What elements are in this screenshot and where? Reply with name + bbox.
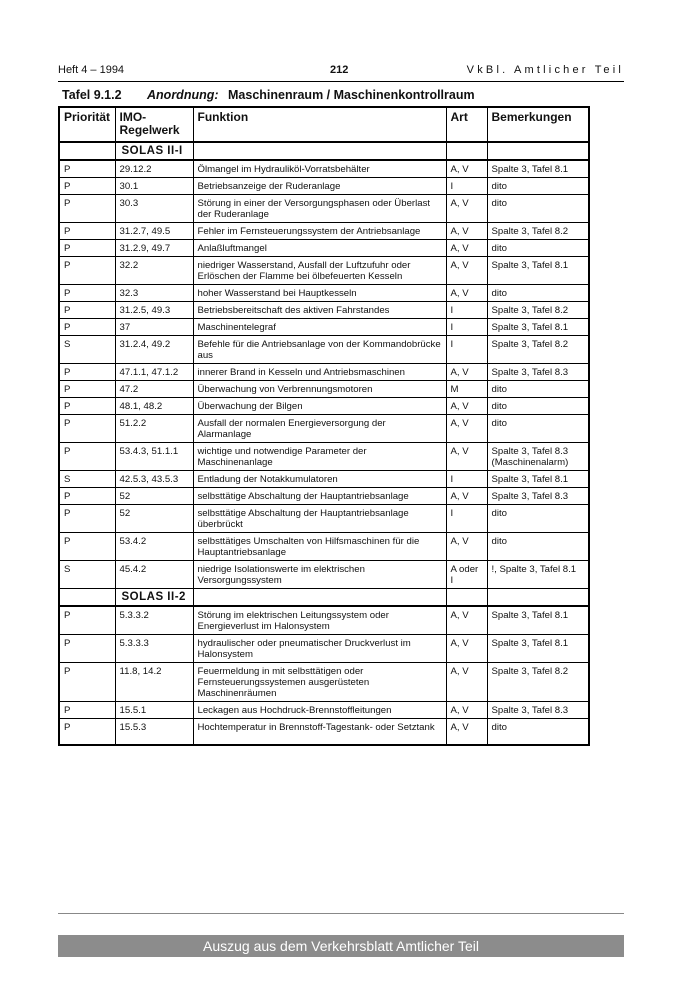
table-row (59, 443, 589, 471)
cell-priority: P (59, 381, 115, 398)
cell-imo: 48.1, 48.2 (115, 398, 193, 415)
cell-imo: 47.1.1, 47.1.2 (115, 364, 193, 381)
cell-function: wichtige und notwendige Parameter der Maschinenanlage (193, 443, 446, 471)
cell-remarks: Spalte 3, Tafel 8.3 (Maschinenalarm) (487, 443, 589, 471)
cell-function: selbsttätiges Umschalten von Hilfsmaschinen für die Hauptantriebsanlage (193, 533, 446, 561)
cell-remarks: Spalte 3, Tafel 8.2 (487, 663, 589, 702)
header-issue: Heft 4 – 1994 (58, 64, 125, 76)
cell-imo: 11.8, 14.2 (115, 663, 193, 702)
cell-imo: 32.2 (115, 257, 193, 285)
cell-priority: P (59, 719, 115, 746)
col-header-remarks: Bemerkungen (487, 107, 589, 142)
cell-remarks: Spalte 3, Tafel 8.1 (487, 635, 589, 663)
cell-priority: P (59, 223, 115, 240)
cell-priority: P (59, 257, 115, 285)
cell-imo: 15.5.3 (115, 719, 193, 746)
section-empty-cell (193, 589, 446, 607)
cell-priority: P (59, 195, 115, 223)
cell-remarks: dito (487, 381, 589, 398)
section-label: SOLAS II-2 (115, 589, 193, 607)
cell-priority: P (59, 488, 115, 505)
cell-art: A, V (446, 195, 487, 223)
cell-function: Befehle für die Antriebsanlage von der Kommandobrücke aus (193, 336, 446, 364)
cell-function: selbsttätige Abschaltung der Hauptantriebsanlage (193, 488, 446, 505)
cell-function: hydraulischer oder pneumatischer Druckverlust im Halonsystem (193, 635, 446, 663)
alarm-table (58, 106, 590, 746)
cell-art: I (446, 471, 487, 488)
cell-remarks: Spalte 3, Tafel 8.1 (487, 160, 589, 178)
cell-imo: 53.4.3, 51.1.1 (115, 443, 193, 471)
cell-priority: P (59, 364, 115, 381)
cell-art: A, V (446, 398, 487, 415)
cell-function: Entladung der Notakkumulatoren (193, 471, 446, 488)
table-row (59, 302, 589, 319)
cell-art: M (446, 381, 487, 398)
section-empty-cell (193, 142, 446, 160)
cell-function: hoher Wasserstand bei Hauptkesseln (193, 285, 446, 302)
table-row (59, 223, 589, 240)
cell-remarks: Spalte 3, Tafel 8.1 (487, 606, 589, 635)
cell-art: A, V (446, 240, 487, 257)
col-header-art: Art (446, 107, 487, 142)
section-blank-cell (59, 589, 115, 607)
cell-art: A, V (446, 488, 487, 505)
cell-imo: 53.4.2 (115, 533, 193, 561)
cell-function: Fehler im Fernsteuerungssystem der Antriebsanlage (193, 223, 446, 240)
cell-function: Überwachung der Bilgen (193, 398, 446, 415)
table-row (59, 702, 589, 719)
cell-imo: 31.2.4, 49.2 (115, 336, 193, 364)
cell-remarks: dito (487, 505, 589, 533)
cell-remarks: !, Spalte 3, Tafel 8.1 (487, 561, 589, 589)
cell-imo: 31.2.5, 49.3 (115, 302, 193, 319)
table-row (59, 364, 589, 381)
cell-priority: P (59, 319, 115, 336)
section-empty-cell (446, 142, 487, 160)
cell-remarks: Spalte 3, Tafel 8.1 (487, 471, 589, 488)
cell-remarks: dito (487, 719, 589, 746)
cell-imo: 51.2.2 (115, 415, 193, 443)
cell-function: Maschinentelegraf (193, 319, 446, 336)
cell-remarks: Spalte 3, Tafel 8.2 (487, 223, 589, 240)
cell-imo: 32.3 (115, 285, 193, 302)
cell-function: Leckagen aus Hochdruck-Brennstoffleitungen (193, 702, 446, 719)
cell-art: A, V (446, 160, 487, 178)
cell-remarks: Spalte 3, Tafel 8.3 (487, 702, 589, 719)
cell-art: A, V (446, 285, 487, 302)
cell-priority: P (59, 533, 115, 561)
cell-imo: 42.5.3, 43.5.3 (115, 471, 193, 488)
cell-priority: P (59, 606, 115, 635)
col-header-priority: Priorität (59, 107, 115, 142)
cell-function: Anlaßluftmangel (193, 240, 446, 257)
section-label: SOLAS II-I (115, 142, 193, 160)
footer-rule (58, 913, 624, 914)
table-row (59, 381, 589, 398)
table-row (59, 415, 589, 443)
cell-art: I (446, 178, 487, 195)
cell-art: A, V (446, 443, 487, 471)
table-row (59, 533, 589, 561)
header-page-number: 212 (330, 64, 349, 76)
cell-priority: S (59, 561, 115, 589)
arrangement-label: Anordnung: (147, 88, 219, 102)
cell-function: Ausfall der normalen Energieversorgung der Alarmanlage (193, 415, 446, 443)
cell-imo: 15.5.1 (115, 702, 193, 719)
col-header-imo: IMO- Regelwerk (115, 107, 193, 142)
cell-priority: P (59, 285, 115, 302)
cell-priority: P (59, 505, 115, 533)
cell-imo: 31.2.7, 49.5 (115, 223, 193, 240)
table-row (59, 285, 589, 302)
cell-function: selbsttätige Abschaltung der Hauptantriebsanlage überbrückt (193, 505, 446, 533)
cell-remarks: Spalte 3, Tafel 8.1 (487, 319, 589, 336)
cell-art: A, V (446, 415, 487, 443)
table-title (62, 88, 475, 102)
cell-priority: P (59, 702, 115, 719)
cell-remarks: Spalte 3, Tafel 8.3 (487, 364, 589, 381)
cell-imo: 37 (115, 319, 193, 336)
cell-priority: P (59, 302, 115, 319)
cell-art: I (446, 505, 487, 533)
cell-function: niedrige Isolationswerte im elektrischen Versorgungssystem (193, 561, 446, 589)
cell-function: Betriebsanzeige der Ruderanlage (193, 178, 446, 195)
cell-function: Ölmangel im Hydrauliköl-Vorratsbehälter (193, 160, 446, 178)
table-row (59, 488, 589, 505)
cell-art: A, V (446, 635, 487, 663)
section-empty-cell (446, 589, 487, 607)
cell-imo: 29.12.2 (115, 160, 193, 178)
cell-art: A, V (446, 719, 487, 746)
cell-function: Feuermeldung in mit selbsttätigen oder Fernsteuerungssystemen ausgerüsteten Maschinenräumen (193, 663, 446, 702)
table-row (59, 257, 589, 285)
table-row (59, 240, 589, 257)
cell-priority: S (59, 471, 115, 488)
cell-art: A, V (446, 663, 487, 702)
cell-function: innerer Brand in Kesseln und Antriebsmaschinen (193, 364, 446, 381)
cell-art: A, V (446, 223, 487, 240)
cell-remarks: dito (487, 398, 589, 415)
section-row (59, 589, 589, 607)
cell-function: Störung in einer der Versorgungsphasen oder Überlast der Ruderanlage (193, 195, 446, 223)
cell-imo: 30.1 (115, 178, 193, 195)
cell-remarks: dito (487, 533, 589, 561)
cell-priority: P (59, 160, 115, 178)
cell-priority: P (59, 415, 115, 443)
cell-priority: P (59, 635, 115, 663)
table-header-row (59, 107, 589, 142)
cell-art: A, V (446, 364, 487, 381)
cell-art: A, V (446, 257, 487, 285)
cell-art: A, V (446, 533, 487, 561)
cell-priority: P (59, 178, 115, 195)
cell-remarks: dito (487, 415, 589, 443)
col-header-function: Funktion (193, 107, 446, 142)
cell-remarks: dito (487, 195, 589, 223)
header-rule (58, 81, 624, 82)
cell-remarks: Spalte 3, Tafel 8.2 (487, 302, 589, 319)
cell-priority: P (59, 398, 115, 415)
cell-imo: 52 (115, 505, 193, 533)
arrangement-value: Maschinenraum / Maschinenkontrollraum (228, 88, 475, 102)
cell-art: I (446, 302, 487, 319)
cell-remarks: Spalte 3, Tafel 8.1 (487, 257, 589, 285)
cell-art: I (446, 336, 487, 364)
table-label: Tafel 9.1.2 (62, 88, 122, 102)
cell-art: I (446, 319, 487, 336)
table-row (59, 471, 589, 488)
cell-function: niedriger Wasserstand, Ausfall der Luftzufuhr oder Erlöschen der Flamme bei ölbefeuerten Kesseln (193, 257, 446, 285)
table-row (59, 160, 589, 178)
cell-function: Betriebsbereitschaft des aktiven Fahrstandes (193, 302, 446, 319)
cell-remarks: dito (487, 240, 589, 257)
cell-imo: 31.2.9, 49.7 (115, 240, 193, 257)
table-row (59, 195, 589, 223)
table-row (59, 336, 589, 364)
cell-remarks: Spalte 3, Tafel 8.2 (487, 336, 589, 364)
section-empty-cell (487, 589, 589, 607)
cell-priority: P (59, 663, 115, 702)
cell-imo: 5.3.3.3 (115, 635, 193, 663)
table-row (59, 663, 589, 702)
cell-art: A, V (446, 606, 487, 635)
cell-priority: P (59, 240, 115, 257)
cell-remarks: dito (487, 285, 589, 302)
header-publication: VkBl. Amtlicher Teil (466, 64, 624, 76)
cell-imo: 30.3 (115, 195, 193, 223)
table-row (59, 635, 589, 663)
section-empty-cell (487, 142, 589, 160)
cell-art: A, V (446, 702, 487, 719)
table-row (59, 505, 589, 533)
table-body (59, 142, 589, 745)
cell-priority: S (59, 336, 115, 364)
footer-banner: Auszug aus dem Verkehrsblatt Amtlicher Teil (58, 935, 624, 957)
table-row (59, 719, 589, 746)
cell-remarks: dito (487, 178, 589, 195)
section-blank-cell (59, 142, 115, 160)
cell-art: A oder I (446, 561, 487, 589)
cell-function: Überwachung von Verbrennungsmotoren (193, 381, 446, 398)
table-row (59, 398, 589, 415)
cell-remarks: Spalte 3, Tafel 8.3 (487, 488, 589, 505)
table-row (59, 561, 589, 589)
cell-function: Hochtemperatur in Brennstoff-Tagestank- oder Setztank (193, 719, 446, 746)
cell-function: Störung im elektrischen Leitungssystem oder Energieverlust im Halonsystem (193, 606, 446, 635)
cell-imo: 5.3.3.2 (115, 606, 193, 635)
cell-imo: 47.2 (115, 381, 193, 398)
table-row (59, 606, 589, 635)
cell-imo: 52 (115, 488, 193, 505)
cell-imo: 45.4.2 (115, 561, 193, 589)
cell-priority: P (59, 443, 115, 471)
table-row (59, 178, 589, 195)
table-row (59, 319, 589, 336)
section-row (59, 142, 589, 160)
